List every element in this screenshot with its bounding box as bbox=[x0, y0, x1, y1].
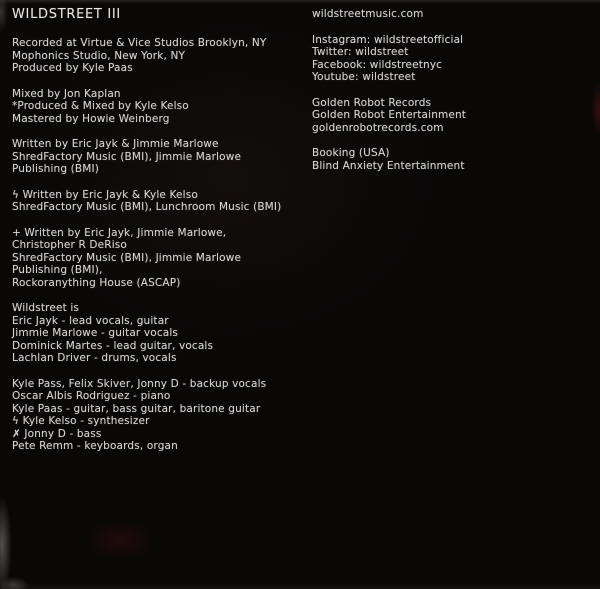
credit-line: *Produced & Mixed by Kyle Kelso bbox=[12, 100, 189, 112]
credit-line: ShredFactory Music (BMI), Lunchroom Music (BMI) bbox=[12, 201, 282, 213]
songwriting-credits-block-1 bbox=[12, 138, 306, 176]
label-block bbox=[312, 97, 594, 135]
songwriting-credits-block-2 bbox=[12, 189, 306, 214]
credit-line: Wildstreet is bbox=[12, 302, 80, 314]
social-media-block bbox=[312, 34, 594, 84]
credit-line: Mixed by Jon Kaplan bbox=[12, 87, 121, 100]
label-line: goldenrobotrecords.com bbox=[312, 121, 444, 134]
credit-line: Oscar Albis Rodriguez - piano bbox=[12, 390, 171, 402]
social-line: Facebook: wildstreetnyc bbox=[312, 58, 443, 71]
credit-line: Jimmie Marlowe - guitar vocals bbox=[12, 327, 179, 339]
credit-line: ShredFactory Music (BMI), Jimmie Marlowe bbox=[12, 251, 242, 264]
label-line: Golden Robot Records bbox=[312, 96, 432, 109]
left-column bbox=[12, 8, 306, 453]
website-url: wildstreetmusic.com bbox=[312, 8, 424, 20]
credit-line: Lachlan Driver - drums, vocals bbox=[12, 352, 177, 364]
credit-line: + Written by Eric Jayk, Jimmie Marlowe, bbox=[12, 226, 227, 239]
credit-line: Mastered by Howie Weinberg bbox=[12, 112, 170, 125]
mixing-credits-block bbox=[12, 88, 306, 126]
credit-line: Eric Jayk - lead vocals, guitar bbox=[12, 314, 169, 327]
recording-credits-block bbox=[12, 37, 306, 75]
credit-line: Publishing (BMI) bbox=[12, 163, 99, 175]
credit-line: Pete Remm - keyboards, organ bbox=[12, 440, 178, 452]
credit-line: Kyle Paas - guitar, bass guitar, baritone guitar bbox=[12, 402, 261, 415]
guest-musicians-block bbox=[12, 378, 306, 453]
right-column bbox=[312, 8, 594, 172]
credit-line: ✗ Jonny D - bass bbox=[12, 427, 102, 440]
booking-line: Blind Anxiety Entertainment bbox=[312, 159, 465, 172]
credit-line: Christopher R DeRiso bbox=[12, 239, 127, 251]
band-lineup-block bbox=[12, 302, 306, 365]
booking-block bbox=[312, 147, 594, 172]
album-title: WILDSTREET III bbox=[12, 7, 121, 22]
credit-line: Recorded at Virtue & Vice Studios Brooklyn, NY bbox=[12, 37, 267, 49]
credit-line: Publishing (BMI), bbox=[12, 264, 103, 276]
credit-line: ϟ Kyle Kelso - synthesizer bbox=[12, 415, 150, 427]
credit-line: ϟ Written by Eric Jayk & Kyle Kelso bbox=[12, 188, 198, 201]
label-line: Golden Robot Entertainment bbox=[312, 109, 467, 121]
credit-line: ShredFactory Music (BMI), Jimmie Marlowe bbox=[12, 150, 242, 163]
credit-line: Kyle Pass, Felix Skiver, Jonny D - backup vocals bbox=[12, 377, 267, 390]
social-line: Twitter: wildstreet bbox=[312, 46, 409, 58]
credit-line: Written by Eric Jayk & Jimmie Marlowe bbox=[12, 138, 219, 150]
songwriting-credits-block-3 bbox=[12, 227, 306, 290]
credit-line: Dominick Martes - lead guitar, vocals bbox=[12, 339, 214, 352]
credit-line: Mophonics Studio, New York, NY bbox=[12, 49, 186, 62]
credit-line: Rockoranything House (ASCAP) bbox=[12, 276, 181, 289]
booking-line: Booking (USA) bbox=[312, 147, 390, 159]
social-line: Youtube: wildstreet bbox=[312, 71, 416, 83]
credit-line: Produced by Kyle Paas bbox=[12, 62, 133, 74]
social-line: Instagram: wildstreetofficial bbox=[312, 33, 464, 46]
website-block bbox=[312, 8, 594, 21]
